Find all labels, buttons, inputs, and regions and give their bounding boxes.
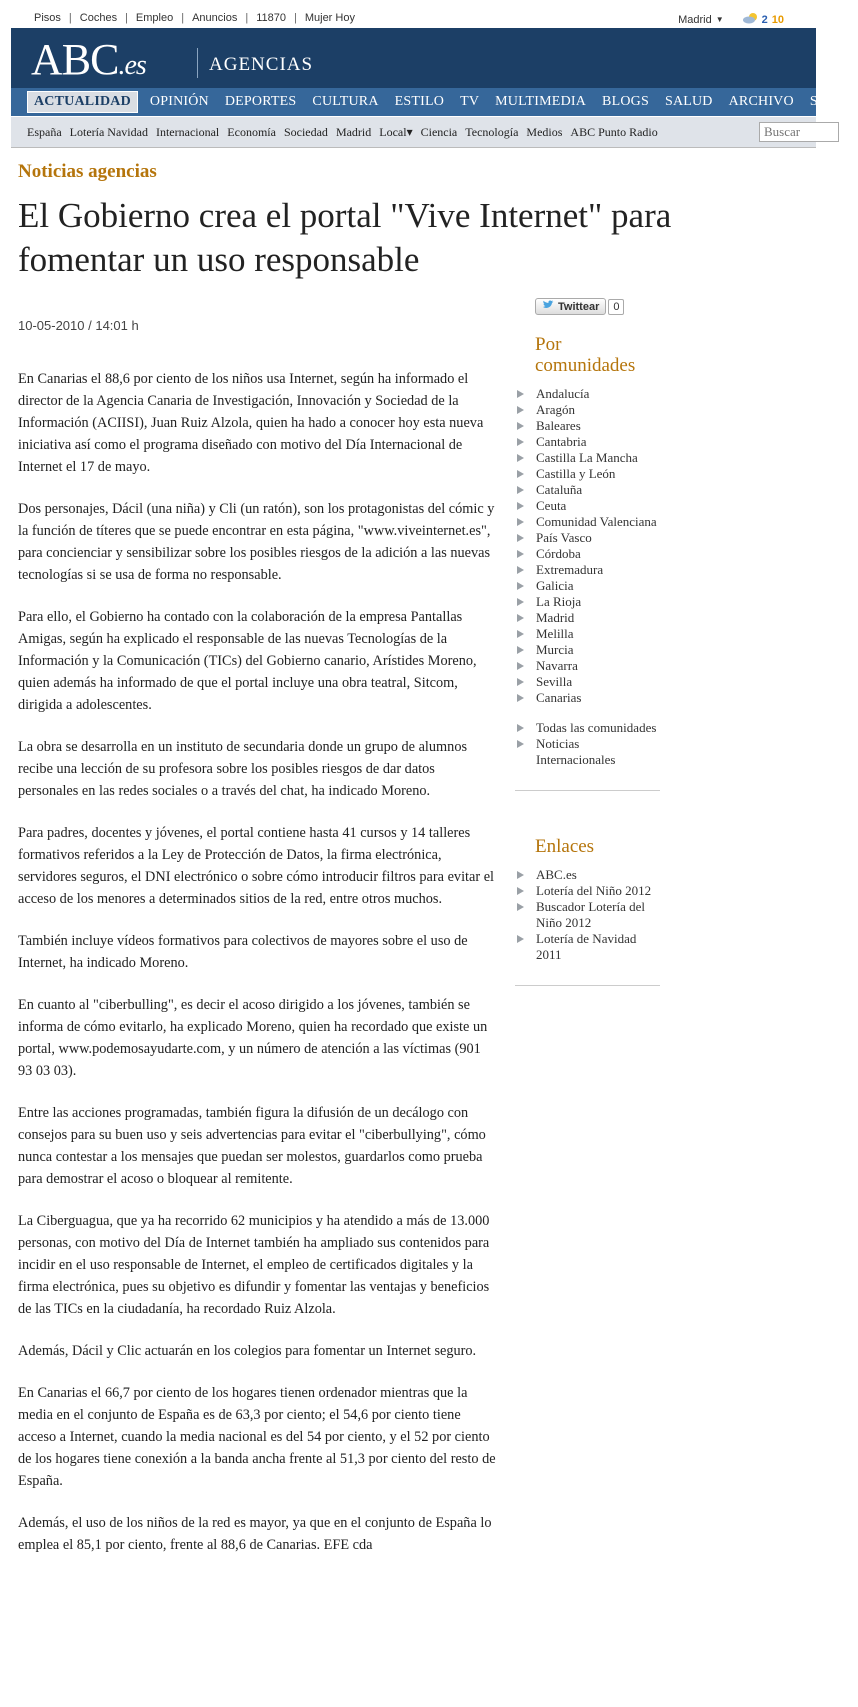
utility-link[interactable]: Anuncios	[192, 12, 238, 24]
nav-item[interactable]: ARCHIVO	[728, 94, 794, 109]
nav-item[interactable]: TV	[460, 94, 480, 109]
community-link[interactable]	[515, 674, 660, 690]
community-link-label[interactable]: Navarra	[536, 658, 578, 673]
bullet-triangle-icon	[517, 662, 524, 670]
bullet-triangle-icon	[517, 422, 524, 430]
bullet-triangle-icon	[517, 935, 524, 943]
bullet-triangle-icon	[517, 390, 524, 398]
sub-nav	[11, 117, 816, 148]
communities-extra-list	[515, 720, 660, 768]
community-link-label[interactable]: Cataluña	[536, 482, 583, 497]
bullet-triangle-icon	[517, 438, 524, 446]
bullet-triangle-icon	[517, 582, 524, 590]
community-link-label[interactable]: Sevilla	[536, 674, 573, 689]
community-link[interactable]	[515, 546, 660, 562]
bullet-triangle-icon	[517, 724, 524, 732]
article-paragraph: En cuanto al "ciberbulling", es decir el acoso dirigido a los jóvenes, también se informa de cómo evitarlo, ha explicado Moreno, quien ha recordado que existe un portal, www.podemosayudarte.com, y un número de atención a las víctimas (901 93 03 03).	[18, 997, 488, 1079]
community-extra-link[interactable]	[515, 720, 660, 736]
sidebar-link-label[interactable]: Buscador Lotería del Niño 2012	[536, 899, 646, 930]
bullet-triangle-icon	[517, 550, 524, 558]
community-link[interactable]	[515, 594, 660, 610]
sidebar-link[interactable]	[515, 899, 660, 931]
sidebar-link-label[interactable]: Lotería del Niño 2012	[536, 883, 652, 898]
community-link[interactable]	[515, 482, 660, 498]
sub-nav-item[interactable]: España	[27, 124, 62, 139]
bullet-triangle-icon	[517, 887, 524, 895]
community-link-label[interactable]: Castilla La Mancha	[536, 450, 638, 465]
nav-item[interactable]: CULTURA	[312, 94, 379, 109]
search-input[interactable]	[759, 122, 839, 142]
community-link-label[interactable]: Andalucía	[536, 386, 590, 401]
bullet-triangle-icon	[517, 518, 524, 526]
nav-item-actualidad[interactable]: ACTUALIDAD	[27, 91, 138, 113]
bullet-triangle-icon	[517, 534, 524, 542]
bullet-triangle-icon	[517, 566, 524, 574]
community-extra-link-label[interactable]: Todas las comunidades	[536, 720, 657, 735]
community-link-label[interactable]: Galicia	[536, 578, 574, 593]
logo-suffix[interactable]: .es	[118, 50, 146, 81]
community-link[interactable]	[515, 530, 660, 546]
tweet-widget	[535, 298, 624, 315]
article-paragraph: Dos personajes, Dácil (una niña) y Cli (un ratón), son los protagonistas del cómic y la función de títeres que se puede encontrar en esta página, "www.viveinternet.es", para concienciar y sensibilizar sobre los posibles riesgos de la adición a las nuevas tecnologías si se usa de forma no responsable.	[18, 501, 495, 583]
utility-link[interactable]: Pisos	[34, 12, 61, 24]
chevron-down-icon[interactable]: ▼	[715, 15, 724, 24]
tweet-label[interactable]: Twittear	[558, 300, 600, 313]
community-link[interactable]	[515, 690, 660, 706]
weather-cloud-icon	[742, 12, 758, 27]
sub-nav-item[interactable]: Lotería Navidad	[69, 124, 148, 139]
community-link[interactable]	[515, 386, 660, 402]
article-paragraph: Para ello, el Gobierno ha contado con la colaboración de la empresa Pantallas Amigas, según ha explicado el responsable de las nuevas Tecnologías de la Información y la Comunicación (TICs) del Gobierno canario, Arístides Moreno, quien además ha informado de que el portal incluye una obra teatral, Sitcom, dirigida a adolescentes.	[18, 609, 477, 713]
community-link-label[interactable]: Aragón	[536, 402, 575, 417]
city-label[interactable]: Madrid	[678, 13, 712, 26]
masthead	[11, 28, 816, 90]
article-paragraph: En Canarias el 66,7 por ciento de los hogares tienen ordenador mientras que la media en el conjunto de España es de 63,3 por ciento; el 54,6 por ciento tiene acceso a Internet, cuando la media nacional es del 54 por ciento, y el 52 por ciento de los hogares tiene conexión a la banda ancha frente al 51,3 por ciento del resto de España.	[18, 1385, 496, 1489]
nav-item[interactable]: SALUD	[664, 94, 713, 109]
links-box	[515, 836, 660, 986]
sub-nav-item[interactable]: Medios	[526, 124, 563, 139]
article-paragraph: En Canarias el 88,6 por ciento de los niños usa Internet, según ha informado el director de la Agencia Canaria de Investigación, Innovación y Sociedad de la Información (ACIISI), Juan Ruiz Alzola, quien ha hado a conocer hoy esta nueva iniciativa así como el programa diseñado con motivo del Día Internacional de Internet el 17 de mayo.	[18, 371, 484, 475]
sub-nav-item[interactable]: Tecnología	[465, 124, 519, 139]
community-link[interactable]	[515, 562, 660, 578]
community-link[interactable]	[515, 402, 660, 418]
utility-separator: |	[293, 12, 297, 24]
utility-link[interactable]: 11870	[256, 12, 286, 24]
sub-nav-item[interactable]: Madrid	[335, 124, 372, 139]
utility-separator: |	[125, 12, 128, 24]
utility-right	[678, 12, 784, 27]
sidebar-link-label[interactable]: ABC.es	[536, 867, 577, 882]
sub-nav-item[interactable]: Ciencia	[420, 124, 458, 139]
article-paragraph: También incluye vídeos formativos para colectivos de mayores sobre el uso de Internet, ha indicado Moreno.	[18, 933, 468, 971]
bullet-triangle-icon	[517, 630, 524, 638]
weather-temp-high: 10	[771, 13, 784, 26]
community-link[interactable]	[515, 418, 660, 434]
sub-nav-item[interactable]: Sociedad	[283, 124, 328, 139]
sidebar-divider	[515, 985, 660, 986]
abc-logo[interactable]	[31, 36, 146, 90]
sidebar-link-label[interactable]: Lotería de Navidad 2011	[536, 931, 637, 962]
bullet-triangle-icon	[517, 486, 524, 494]
bullet-triangle-icon	[517, 678, 524, 686]
community-link-label[interactable]: Baleares	[536, 418, 581, 433]
nav-item[interactable]: ESTILO	[394, 94, 445, 109]
links-list	[515, 867, 660, 963]
main-nav	[11, 88, 851, 116]
utility-link[interactable]: Mujer Hoy	[304, 12, 355, 24]
city-selector[interactable]	[678, 14, 724, 26]
community-link[interactable]	[515, 626, 660, 642]
weather-widget[interactable]	[742, 12, 784, 27]
sub-nav-item[interactable]: Local▾	[379, 124, 413, 139]
bullet-triangle-icon	[517, 470, 524, 478]
community-extra-link[interactable]	[515, 736, 660, 768]
logo-main[interactable]: ABC	[31, 35, 119, 84]
sidebar-link[interactable]	[515, 867, 660, 883]
community-link-label[interactable]: Murcia	[536, 642, 574, 657]
weather-temp-low: 2	[761, 13, 768, 26]
community-link-label[interactable]: Córdoba	[536, 546, 581, 561]
article-body	[18, 368, 498, 1576]
community-link-label[interactable]: Ceuta	[536, 498, 567, 513]
nav-item[interactable]: MULTIMEDIA	[495, 94, 587, 109]
community-link[interactable]	[515, 514, 660, 530]
community-extra-link-label[interactable]: Noticias Internacionales	[536, 736, 616, 767]
sidebar-link[interactable]	[515, 883, 660, 899]
communities-box	[515, 334, 660, 791]
bullet-triangle-icon	[517, 871, 524, 879]
article-paragraph: Además, Dácil y Clic actuarán en los colegios para fomentar un Internet seguro.	[18, 1343, 477, 1359]
nav-item[interactable]: BLOGS	[602, 94, 649, 109]
community-link-label[interactable]: La Rioja	[536, 594, 582, 609]
sub-nav-item[interactable]: Economía	[227, 124, 276, 139]
sidebar-link[interactable]	[515, 931, 660, 963]
utility-separator: |	[245, 12, 249, 24]
bullet-triangle-icon	[517, 598, 524, 606]
article-headline: El Gobierno crea el portal "Vive Internet" para fomentar un uso responsable	[18, 196, 672, 279]
twitter-bird-icon	[542, 300, 554, 313]
nav-item[interactable]: OPINIÓN	[149, 94, 209, 109]
article-paragraph: La Ciberguagua, que ya ha recorrido 62 municipios y ha atendido a más de 13.000 personas, con motivo del Día de Internet también ha ampliado sus contenidos para incidir en el uso responsable de Internet, el empleo de certificados digitales y la firma electrónica, pues su objetivo es difundir y fomentar las ventajas y beneficios de las TICs en la ciudadanía, ha recordado Ruiz Alzola.	[18, 1213, 490, 1317]
bullet-triangle-icon	[517, 903, 524, 911]
article-paragraph: Entre las acciones programadas, también figura la difusión de un decálogo con consejos para su buen uso y seis advertencias para evitar el "ciberbullying", cómo nunca contestar a los mensajes que puedan ser molestos, guardarlos como prueba para demostrar el acoso o bloquear al remitente.	[18, 1105, 486, 1187]
utility-link[interactable]: Coches	[79, 12, 118, 24]
community-link-label[interactable]: Canarias	[536, 690, 582, 705]
community-link-label[interactable]: Madrid	[536, 610, 575, 625]
utility-links	[26, 12, 363, 24]
communities-title: Por comunidades	[535, 334, 636, 376]
community-link[interactable]	[515, 658, 660, 674]
community-link-label[interactable]: Comunidad Valenciana	[536, 514, 657, 529]
utility-bar	[0, 0, 816, 28]
community-link[interactable]	[515, 642, 660, 658]
section-title[interactable]: AGENCIAS	[209, 54, 314, 75]
community-link[interactable]	[515, 434, 660, 450]
community-link-label[interactable]: Extremadura	[536, 562, 604, 577]
communities-list	[515, 386, 660, 706]
bullet-triangle-icon	[517, 614, 524, 622]
community-link[interactable]	[515, 578, 660, 594]
sub-nav-item[interactable]: Internacional	[155, 124, 220, 139]
tweet-count: 0	[608, 299, 624, 315]
community-link[interactable]	[515, 466, 660, 482]
sub-nav-item[interactable]: ABC Punto Radio	[570, 124, 658, 139]
bullet-triangle-icon	[517, 646, 524, 654]
logo-divider	[197, 48, 198, 78]
community-link[interactable]	[515, 498, 660, 514]
utility-separator: |	[68, 12, 72, 24]
article-dateline: 10-05-2010 / 14:01 h	[18, 318, 139, 333]
community-link-label[interactable]: País Vasco	[536, 530, 592, 545]
sidebar-divider	[515, 790, 660, 791]
community-link[interactable]	[515, 450, 660, 466]
links-title: Enlaces	[535, 836, 595, 857]
article-paragraph: Para padres, docentes y jóvenes, el portal contiene hasta 41 cursos y 14 talleres formativos referidos a la Ley de Protección de Datos, la firma electrónica, servidores seguros, el DNI electrónico o sobre cómo introducir filtros para evitar el acceso de los menores a determinados sitios de la red, entre otros muchos.	[18, 825, 495, 907]
bullet-triangle-icon	[517, 502, 524, 510]
nav-item[interactable]: SERVI	[809, 94, 851, 109]
article-paragraph: La obra se desarrolla en un instituto de secundaria donde un grupo de alumnos recibe una lección de su profesora sobre los posibles riesgos de dar datos personales en las redes sociales o a través del chat, ha indicado Moreno.	[18, 739, 468, 799]
bullet-triangle-icon	[517, 694, 524, 702]
bullet-triangle-icon	[517, 406, 524, 414]
article-paragraph: Además, el uso de los niños de la red es mayor, ya que en el conjunto de España lo emplea el 85,1 por ciento, frente al 88,6 de Canarias. EFE cda	[18, 1515, 492, 1553]
utility-link[interactable]: Empleo	[135, 12, 174, 24]
bullet-triangle-icon	[517, 740, 524, 748]
community-link-label[interactable]: Melilla	[536, 626, 574, 641]
community-link-label[interactable]: Castilla y León	[536, 466, 616, 481]
utility-separator: |	[181, 12, 185, 24]
nav-item[interactable]: DEPORTES	[224, 94, 297, 109]
community-link[interactable]	[515, 610, 660, 626]
article-kicker[interactable]: Noticias agencias	[18, 161, 157, 182]
community-link-label[interactable]: Cantabria	[536, 434, 587, 449]
bullet-triangle-icon	[517, 454, 524, 462]
tweet-button[interactable]	[535, 298, 606, 315]
